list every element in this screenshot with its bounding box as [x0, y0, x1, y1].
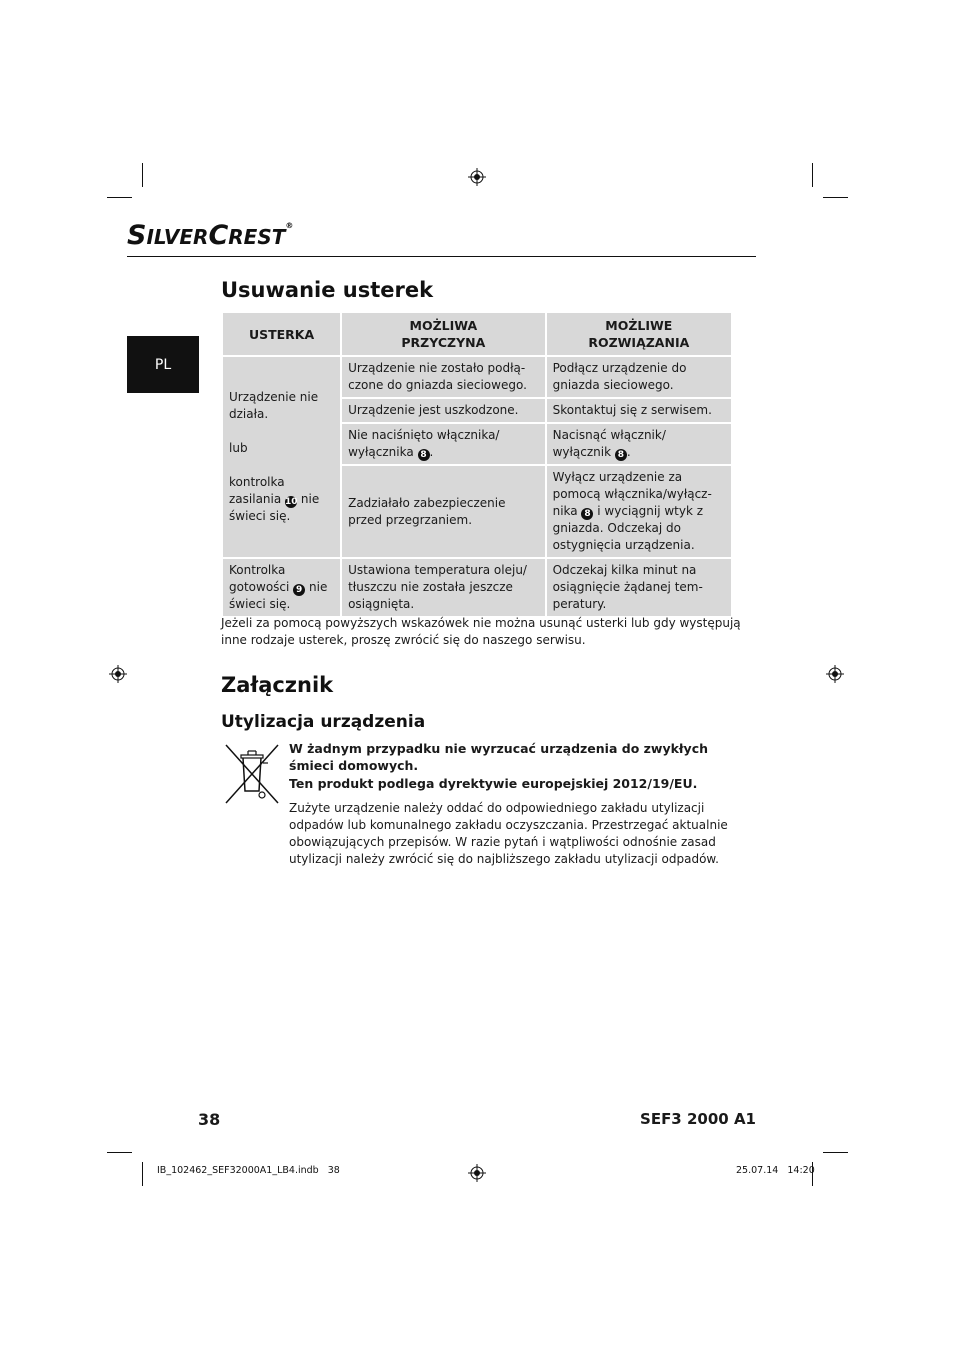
cause-cell: Urządzenie nie zostało podłą-czone do gniazda sieciowego. [342, 357, 545, 397]
crop-mark [142, 1162, 143, 1186]
cause-cell: Nie naciśnięto włącznika/ wyłącznika 8 . [342, 424, 545, 464]
table-row [223, 559, 731, 616]
disposal-directive: Ten produkt podlega dyrektywie europejskiej 2012/19/EU. [289, 776, 698, 791]
model-number: SEF3 2000 A1 [640, 1110, 756, 1128]
ref-number-badge: 8 [581, 508, 593, 520]
header-solution: MOŻLIWE ROZWIĄZANIA [547, 313, 731, 355]
header-rule [127, 256, 756, 257]
slug-date: 25.07.14 14:20 [736, 1165, 815, 1176]
cause-cell: Zadziałało zabezpieczenie przed przegrzaniem. [342, 466, 545, 557]
language-tab: PL [127, 336, 199, 393]
troubleshooting-note: Jeżeli za pomocą powyższych wskazówek nie można usunąć usterki lub gdy występują inne rodzaje usterek, proszę zwrócić się do naszego serwisu. [221, 616, 741, 647]
header-cause: MOŻLIWA PRZYCZYNA [342, 313, 545, 355]
cause-cell: Ustawiona temperatura oleju/ tłuszczu nie została jeszcze osiągnięta. [342, 559, 545, 616]
ref-number-badge: 9 [293, 584, 305, 596]
solution-cell: Wyłącz urządzenie za pomocą włącznika/wyłącz-nika 8 i wyciągnij wtyk z gniazda. Odczekaj do ostygnięcia urządzenia. [547, 466, 731, 557]
crop-mark [107, 197, 132, 198]
subsection-title-disposal: Utylizacja urządzenia [221, 712, 426, 732]
solution-cell: Odczekaj kilka minut na osiągnięcie żądanej tem-peratury. [547, 559, 731, 616]
crop-mark [823, 1152, 848, 1153]
crop-mark [107, 1152, 132, 1153]
page-number: 38 [198, 1110, 221, 1129]
registration-mark-icon [826, 665, 844, 683]
section-title-appendix: Załącznik [221, 673, 334, 697]
fault-cell [223, 357, 340, 557]
disposal-warning: W żadnym przypadku nie wyrzucać urządzenia do zwykłych śmieci domowych. [289, 741, 709, 773]
ref-number-badge: 8 [615, 449, 627, 461]
ref-number-badge: 8 [418, 449, 430, 461]
fault-text: Urządzenie nie działa. [229, 390, 319, 421]
registration-mark-icon [109, 665, 127, 683]
solution-cell: Skontaktuj się z serwisem. [547, 399, 731, 422]
fault-text: lub [229, 441, 248, 455]
table-header-row [223, 313, 731, 355]
section-title-troubleshooting: Usuwanie usterek [221, 278, 434, 302]
cause-cell: Urządzenie jest uszkodzone. [342, 399, 545, 422]
crossed-out-bin-icon [222, 741, 282, 807]
header-fault: USTERKA [223, 313, 340, 355]
crop-mark [823, 197, 848, 198]
brand-logo: SILVERCREST® [127, 220, 294, 251]
table-row [223, 357, 731, 397]
registration-mark-icon [468, 1164, 486, 1182]
slug-file: IB_102462_SEF32000A1_LB4.indb 38 [157, 1165, 340, 1176]
troubleshooting-table [221, 311, 733, 618]
solution-cell: Podłącz urządzenie do gniazda sieciowego. [547, 357, 731, 397]
crop-mark [142, 163, 143, 187]
registration-mark-icon [468, 168, 486, 186]
disposal-body: Zużyte urządzenie należy oddać do odpowiedniego zakładu utylizacji odpadów lub komunalnego zakładu oczyszczania. Przestrzegać aktualnie obowiązujących przepisów. W razie pytań i wątpliwości odnośnie zasad utylizacji należy zwrócić się do najbliższego zakładu utylizacji odpadów. [289, 801, 728, 866]
solution-cell: Nacisnąć włącznik/ wyłącznik 8 . [547, 424, 731, 464]
fault-text: kontrolka zasilania 10 nie świeci się. [229, 475, 320, 523]
fault-cell: Kontrolka gotowości 9 nie świeci się. [223, 559, 340, 616]
crop-mark [812, 163, 813, 187]
ref-number-badge: 10 [285, 497, 298, 507]
